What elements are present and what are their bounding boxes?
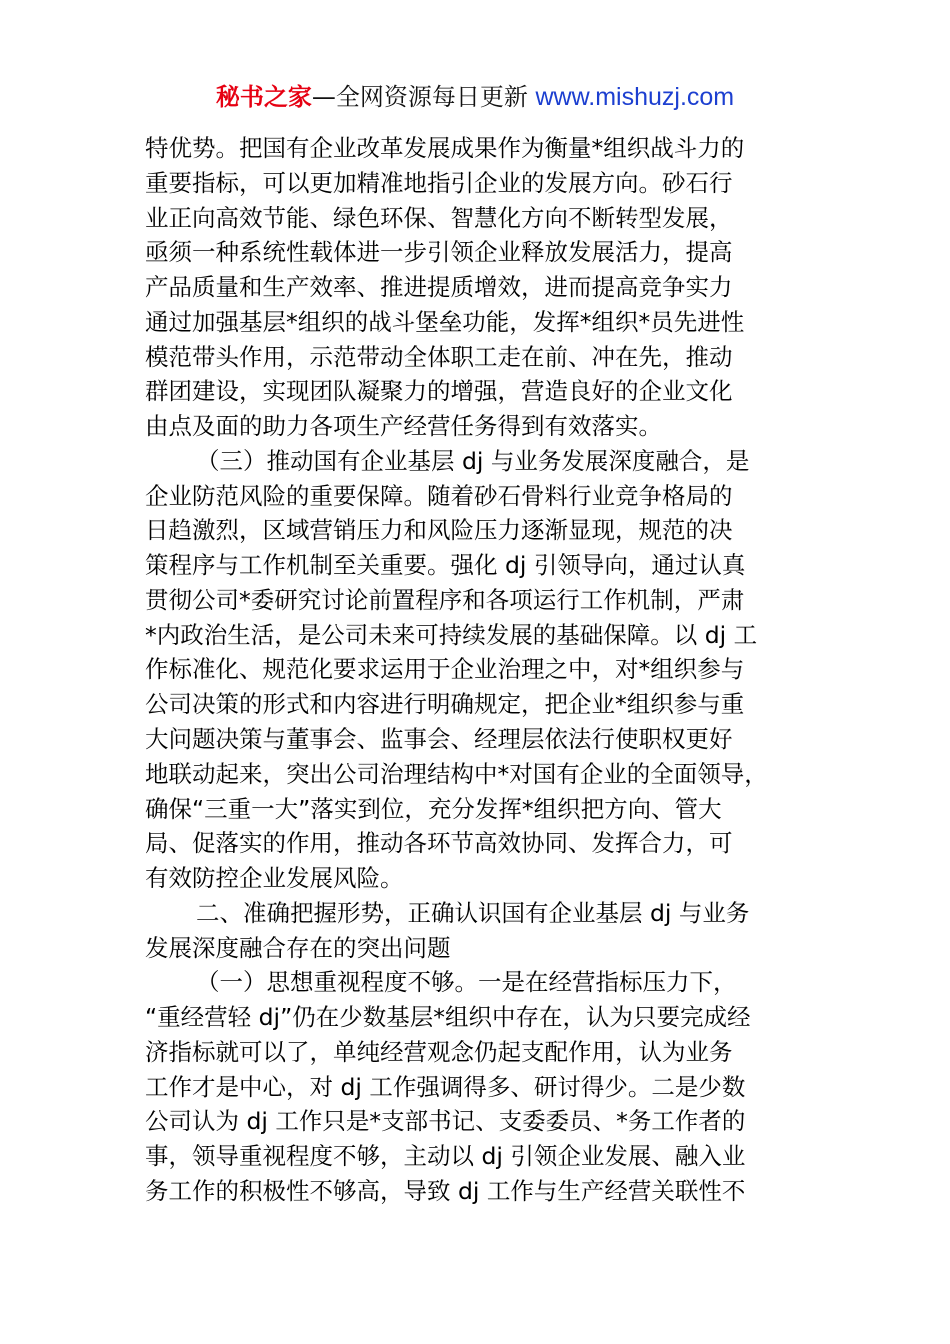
text-line: 二、准确把握形势，正确认识国有企业基层 dj 与业务 [196, 898, 750, 927]
text-line: 地联动起来，突出公司治理结构中*对国有企业的全面领导， [145, 759, 768, 788]
text-line: 产品质量和生产效率、推进提质增效，进而提高竞争实力 [145, 273, 733, 302]
text-line: 事，领导重视程度不够，主动以 dj 引领企业发展、融入业 [145, 1142, 746, 1171]
text-line: “重经营轻 dj”仍在少数基层*组织中存在，认为只要完成经 [145, 1003, 751, 1032]
text-line: 模范带头作用，示范带动全体职工走在前、冲在先，推动 [145, 342, 733, 371]
text-line: 企业防范风险的重要保障。随着砂石骨料行业竞争格局的 [145, 481, 733, 510]
text-line: 策程序与工作机制至关重要。强化 dj 引领导向，通过认真 [145, 551, 746, 580]
text-line: 确保“三重一大”落实到位，充分发挥*组织把方向、管大 [145, 794, 722, 823]
site-brand: 秘书之家 [215, 83, 312, 111]
document-body [145, 131, 813, 1209]
text-line: 济指标就可以了，单纯经营观念仍起支配作用，认为业务 [145, 1037, 733, 1066]
site-url-link[interactable]: www.mishuzj.com [535, 83, 735, 111]
site-tagline: —全网资源每日更新 [311, 83, 528, 111]
text-line: 公司认为 dj 工作只是*支部书记、支委委员、*务工作者的 [145, 1107, 746, 1136]
text-line: 务工作的积极性不够高，导致 dj 工作与生产经营关联性不 [145, 1176, 746, 1205]
text-line: 工作才是中心，对 dj 工作强调得多、研讨得少。二是少数 [145, 1072, 746, 1101]
text-line: 重要指标，可以更加精准地指引企业的发展方向。砂石行 [145, 168, 733, 197]
text-line: （三）推动国有企业基层 dj 与业务发展深度融合，是 [196, 446, 750, 475]
text-line: 发展深度融合存在的突出问题 [145, 933, 451, 962]
text-line: 特优势。把国有企业改革发展成果作为衡量*组织战斗力的 [145, 134, 745, 162]
text-line: 贯彻公司*委研究讨论前置程序和各项运行工作机制，严肃 [145, 585, 745, 614]
text-line: （一）思想重视程度不够。一是在经营指标压力下， [196, 968, 737, 997]
text-line: 局、促落实的作用，推动各环节高效协同、发挥合力，可 [145, 829, 733, 858]
text-line: 业正向高效节能、绿色环保、智慧化方向不断转型发展， [145, 203, 733, 232]
text-line: *内政治生活，是公司未来可持续发展的基础保障。以 dj 工 [145, 620, 758, 649]
text-line: 公司决策的形式和内容进行明确规定，把企业*组织参与重 [145, 690, 745, 719]
text-line: 由点及面的助力各项生产经营任务得到有效落实。 [145, 412, 662, 441]
text-line: 大问题决策与董事会、监事会、经理层依法行使职权更好 [145, 725, 733, 754]
site-header [0, 80, 950, 114]
text-line: 有效防控企业发展风险。 [145, 864, 404, 893]
text-line: 亟须一种系统性载体进一步引领企业释放发展活力，提高 [145, 238, 733, 267]
text-line: 群团建设，实现团队凝聚力的增强，营造良好的企业文化 [145, 377, 733, 406]
text-line: 作标准化、规范化要求运用于企业治理之中，对*组织参与 [145, 655, 745, 684]
text-line: 日趋激烈，区域营销压力和风险压力逐渐显现，规范的决 [145, 516, 733, 545]
text-line: 通过加强基层*组织的战斗堡垒功能，发挥*组织*员先进性 [145, 307, 745, 336]
